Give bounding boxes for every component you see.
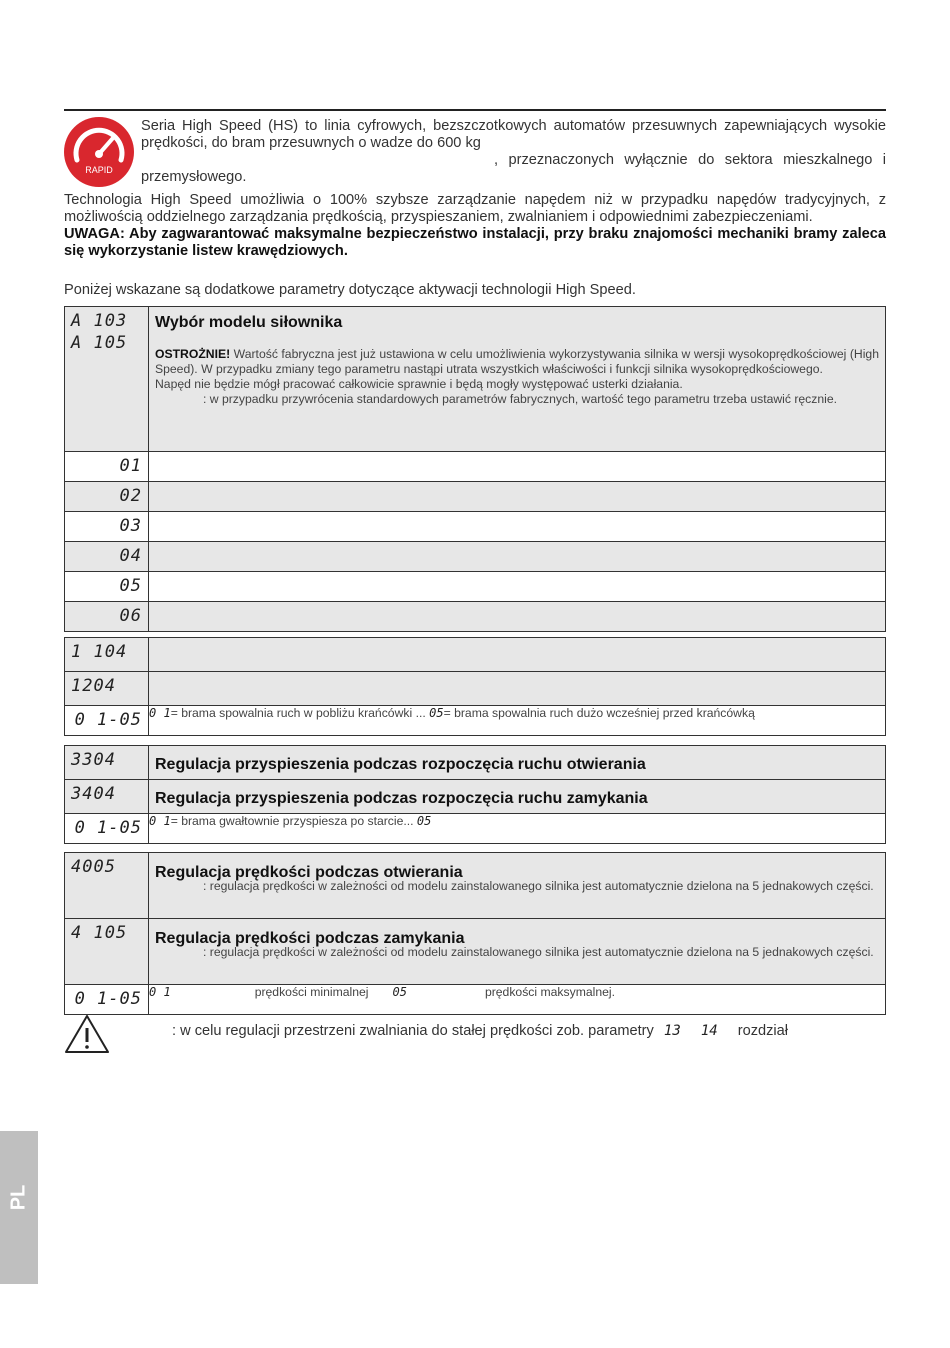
range-code: 0 1-05	[65, 706, 149, 736]
caution-text-2: Napęd nie będzie mógł pracować całkowicie sprawnie i będą mogły występować usterki działania.	[155, 377, 683, 391]
range-desc: 0 1= brama spowalnia ruch w pobliżu krańcówki ... 05= brama spowalnia ruch dużo wcześniej przed krańcówką	[149, 706, 886, 736]
range-desc: 0 1= brama gwałtownie przyspiesza po starcie... 05	[149, 814, 886, 844]
deceleration-table	[64, 637, 886, 736]
param-desc	[149, 780, 886, 814]
top-rule	[64, 109, 886, 111]
intro-line2: , przeznaczonych wyłącznie do sektora mieszkalnego i przemysłowego.	[141, 152, 886, 185]
range-code: 0 1-05	[65, 985, 149, 1015]
rapid-speedometer-logo	[63, 116, 135, 188]
param-code: A 103	[71, 311, 128, 331]
param-code: 4 105	[65, 919, 149, 985]
value-desc	[149, 602, 886, 632]
warning-text: UWAGA: Aby zagwarantować maksymalne bezpieczeństwo instalacji, przy braku znajomości mechaniki bramy zaleca się wykorzystanie listew krawędziowych.	[64, 226, 886, 259]
param-desc	[149, 638, 886, 672]
caution-label: OSTROŻNIE!	[155, 347, 231, 361]
language-side-tab	[0, 1131, 38, 1284]
param-title: Regulacja przyspieszenia podczas rozpoczęcia ruchu zamykania	[155, 790, 648, 807]
param-desc-cell	[149, 307, 886, 452]
param-note: : regulacja prędkości w zależności od modelu zainstalowanego silnika jest automatycznie dzielona na 5 jednakowych części.	[203, 945, 874, 959]
note-param-2: 14	[700, 1023, 718, 1039]
param-desc	[149, 746, 886, 780]
param-title: Regulacja prędkości podczas otwierania	[155, 864, 463, 881]
param-note: : regulacja prędkości w zależności od modelu zainstalowanego silnika jest automatycznie dzielona na 5 jednakowych części.	[203, 879, 874, 893]
param-desc	[149, 853, 886, 919]
note-param-1: 13	[663, 1023, 681, 1039]
param-title: Wybór modelu siłownika	[155, 314, 343, 331]
reset-note: : w przypadku przywrócenia standardowych parametrów fabrycznych, wartość tego parametru trzeba ustawić ręcznie.	[203, 392, 838, 406]
value-desc	[149, 482, 886, 512]
param-code: 4005	[65, 853, 149, 919]
value-code: 01	[65, 452, 149, 482]
param-title: Regulacja przyspieszenia podczas rozpoczęcia ruchu otwierania	[155, 756, 646, 773]
caution-text: OSTROŻNIE! Wartość fabryczna jest już ustawiona w celu umożliwienia wykorzystywania silnika w wersji wysokoprędkościowej (High Speed). W przypadku zmiany tego parametru nastąpi utrata wszystkich właściwości i funkcji silnika wysokoprędkościowego.	[155, 347, 879, 376]
intro-text	[141, 118, 886, 186]
value-code: 04	[65, 542, 149, 572]
value-desc	[149, 512, 886, 542]
range-code: 0 1-05	[65, 814, 149, 844]
value-code: 02	[65, 482, 149, 512]
logo-label: RAPID	[85, 165, 113, 175]
params-intro-text: Poniżej wskazane są dodatkowe parametry dotyczące aktywacji technologii High Speed.	[64, 282, 636, 298]
param-code-cell	[65, 307, 149, 452]
language-label: PL	[7, 1184, 30, 1211]
note-tail: rozdział	[737, 1023, 789, 1039]
param-code: 3404	[65, 780, 149, 814]
param-code: A 105	[71, 333, 128, 353]
value-desc	[149, 542, 886, 572]
param-desc	[149, 672, 886, 706]
param-code: 1204	[65, 672, 149, 706]
intro-line1: Seria High Speed (HS) to linia cyfrowych, bezszczotkowych automatów przesuwnych zapewniających wysokie prędkości, do bram przesuwnych o wadze do 600 kg	[141, 118, 886, 151]
tech-text: Technologia High Speed umożliwia o 100% szybsze zarządzanie napędem niż w przypadku napędów tradycyjnych, z możliwością oddzielnego zarządzania prędkością, przyspieszaniem, zwalnianiem i odpowiednimi zabezpieczeniami.	[64, 192, 886, 225]
value-code: 05	[65, 572, 149, 602]
acceleration-table	[64, 745, 886, 844]
range-desc: 0 1 prędkości minimalnej 05 prędkości maksymalnej.	[149, 985, 886, 1015]
param-title: Regulacja prędkości podczas zamykania	[155, 930, 465, 947]
value-code: 06	[65, 602, 149, 632]
speed-table	[64, 852, 886, 1015]
value-desc	[149, 572, 886, 602]
warning-triangle-icon	[63, 1013, 111, 1055]
bottom-note	[172, 1023, 788, 1039]
param-code: 3304	[65, 746, 149, 780]
motor-model-table	[64, 306, 886, 632]
params-intro	[64, 282, 886, 299]
value-code: 03	[65, 512, 149, 542]
param-desc	[149, 919, 886, 985]
value-desc	[149, 452, 886, 482]
param-code: 1 104	[65, 638, 149, 672]
note-text: : w celu regulacji przestrzeni zwalniania do stałej prędkości zob. parametry	[172, 1023, 654, 1039]
tech-paragraph	[64, 192, 886, 260]
